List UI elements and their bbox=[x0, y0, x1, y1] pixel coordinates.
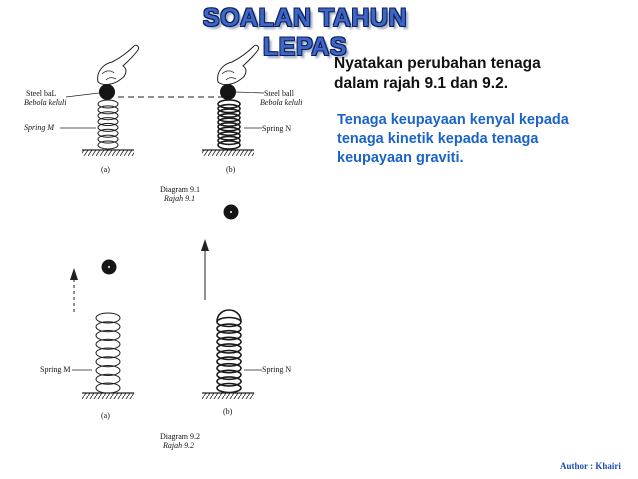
part-a-2: (a) bbox=[101, 411, 110, 420]
question-line-1: Nyatakan perubahan tenaga bbox=[334, 55, 541, 72]
answer-line-2: tenaga kinetik kepada tenaga bbox=[337, 131, 539, 147]
spring-coil bbox=[217, 384, 241, 393]
label-spring-m-2: Spring M bbox=[40, 365, 71, 374]
caption-rajah-9-1: Rajah 9.1 bbox=[164, 194, 196, 203]
spring-top-loop bbox=[217, 310, 241, 322]
arrow-up-left-icon bbox=[70, 268, 78, 312]
part-b-1: (b) bbox=[226, 165, 236, 174]
base-right-2 bbox=[202, 393, 254, 399]
steel-ball-right bbox=[220, 84, 236, 100]
diagram-9-1 bbox=[24, 45, 302, 203]
spring-coil bbox=[98, 141, 118, 149]
label-bebola-left: Bebola keluli bbox=[24, 98, 67, 107]
caption-rajah-9-2: Rajah 9.2 bbox=[163, 441, 195, 450]
base-left-2 bbox=[82, 393, 134, 399]
question-line-2: dalam rajah 9.1 dan 9.2. bbox=[334, 75, 509, 92]
label-spring-n-1: Spring N bbox=[262, 124, 292, 133]
spring-m-extended bbox=[96, 313, 120, 393]
part-a-1: (a) bbox=[101, 165, 110, 174]
author-credit: Author : Khairi bbox=[560, 461, 621, 471]
caption-diagram-9-2: Diagram 9.2 bbox=[160, 432, 200, 441]
spring-n-compressed bbox=[218, 100, 240, 149]
base-left bbox=[82, 150, 134, 156]
slide-title: SOALAN TAHUN LEPAS bbox=[202, 4, 408, 61]
caption-diagram-9-1: Diagram 9.1 bbox=[160, 185, 200, 194]
part-b-2: (b) bbox=[223, 407, 233, 416]
answer-line-3: keupayaan graviti. bbox=[337, 150, 464, 166]
base-right bbox=[202, 150, 254, 156]
hand-right-icon bbox=[218, 45, 259, 84]
label-steel-ball-left: Steel baL bbox=[26, 89, 57, 98]
label-steel-ball-right: Steel ball bbox=[264, 89, 294, 98]
arrow-up-right-icon bbox=[201, 239, 209, 300]
diagram-9-2 bbox=[40, 205, 291, 451]
label-spring-n-2: Spring N bbox=[262, 365, 292, 374]
hand-left-icon bbox=[98, 45, 139, 84]
spring-m-compressed bbox=[98, 100, 118, 149]
label-bebola-right: Bebola keluli bbox=[260, 98, 303, 107]
label-spring-m-1: Spring M bbox=[24, 123, 54, 132]
spring-n-extended bbox=[217, 310, 241, 393]
answer-line-1: Tenaga keupayaan kenyal kepada bbox=[337, 112, 569, 128]
steel-ball-left bbox=[99, 84, 115, 100]
